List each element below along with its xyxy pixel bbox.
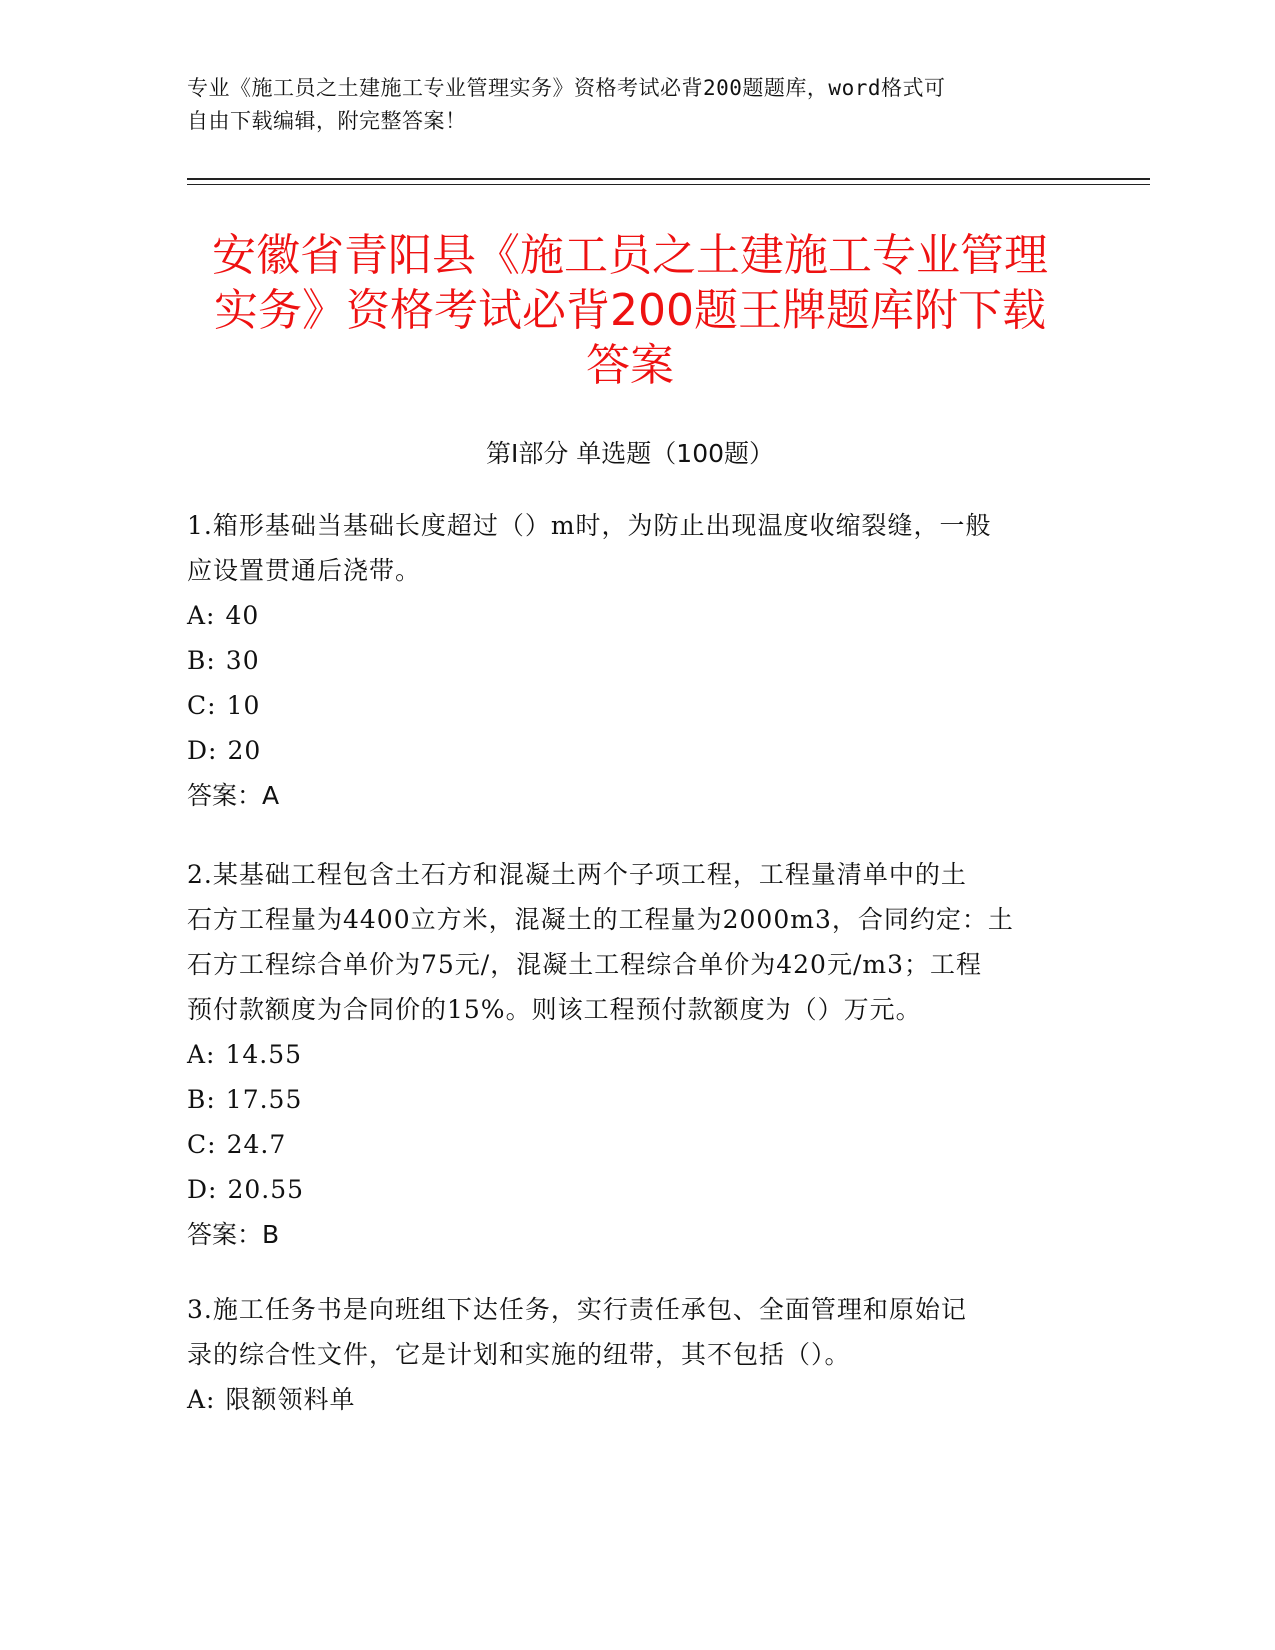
option-text: 17.55: [225, 1085, 303, 1114]
option-key: C:: [187, 691, 217, 720]
option-key: A:: [187, 1040, 216, 1069]
header-divider-thin: [187, 184, 1150, 185]
question-1: [187, 503, 1087, 818]
question-stem: [187, 852, 1087, 1032]
option-text: 24.7: [226, 1130, 287, 1159]
option-key: C:: [187, 1130, 217, 1159]
answer-line: 答案：B: [187, 1220, 280, 1249]
option-text: 40: [225, 601, 260, 630]
option-text: 20.55: [227, 1175, 305, 1204]
title-line: 答案: [586, 340, 674, 391]
option-text: 14.55: [225, 1040, 303, 1069]
option-a: [187, 593, 1087, 638]
option-text: 30: [225, 646, 260, 675]
header-note-line: 自由下载编辑，附完整答案！: [187, 109, 467, 133]
question-2: [187, 852, 1087, 1257]
stem-line: 2.某基础工程包含土石方和混凝土两个子项工程，工程量清单中的土: [187, 860, 967, 889]
question-stem: [187, 503, 1087, 593]
title-line: 实务》资格考试必背200题王牌题库附下载: [214, 285, 1046, 336]
option-c: [187, 683, 1087, 728]
option-key: D:: [187, 1175, 218, 1204]
question-stem: [187, 1287, 1087, 1377]
stem-line: 1.箱形基础当基础长度超过（）m时，为防止出现温度收缩裂缝，一般: [187, 511, 992, 540]
option-c: [187, 1122, 1087, 1167]
stem-line: 预付款额度为合同价的15%。则该工程预付款额度为（）万元。: [187, 995, 922, 1024]
option-d: [187, 1167, 1087, 1212]
option-key: B:: [187, 1085, 216, 1114]
option-b: [187, 1077, 1087, 1122]
title-line: 安徽省青阳县《施工员之土建施工专业管理: [212, 230, 1048, 281]
option-key: A:: [187, 1385, 216, 1414]
question-3: [187, 1287, 1087, 1422]
stem-line: 应设置贯通后浇带。: [187, 556, 422, 585]
stem-line: 3.施工任务书是向班组下达任务，实行责任承包、全面管理和原始记: [187, 1295, 967, 1324]
answer-line: 答案：A: [187, 781, 280, 810]
stem-line: 录的综合性文件，它是计划和实施的纽带，其不包括（）。: [187, 1340, 851, 1369]
option-b: [187, 638, 1087, 683]
section-heading: 第Ⅰ部分 单选题（100题）: [485, 439, 775, 468]
option-text: 10: [226, 691, 261, 720]
document-title: [160, 228, 1100, 393]
header-divider-thick: [187, 178, 1150, 180]
option-key: A:: [187, 601, 216, 630]
option-a: [187, 1377, 1087, 1422]
stem-line: 石方工程量为4400立方米，混凝土的工程量为2000m3，合同约定：土: [187, 905, 1014, 934]
header-note-line: 专业《施工员之土建施工专业管理实务》资格考试必背200题题库，word格式可: [187, 76, 946, 100]
stem-line: 石方工程综合单价为75元/，混凝土工程综合单价为420元/m3；工程: [187, 950, 982, 979]
option-text: 限额领料单: [225, 1385, 356, 1414]
option-key: D:: [187, 736, 218, 765]
option-key: B:: [187, 646, 216, 675]
header-note: [187, 72, 1067, 138]
option-a: [187, 1032, 1087, 1077]
option-d: [187, 728, 1087, 773]
option-text: 20: [227, 736, 262, 765]
